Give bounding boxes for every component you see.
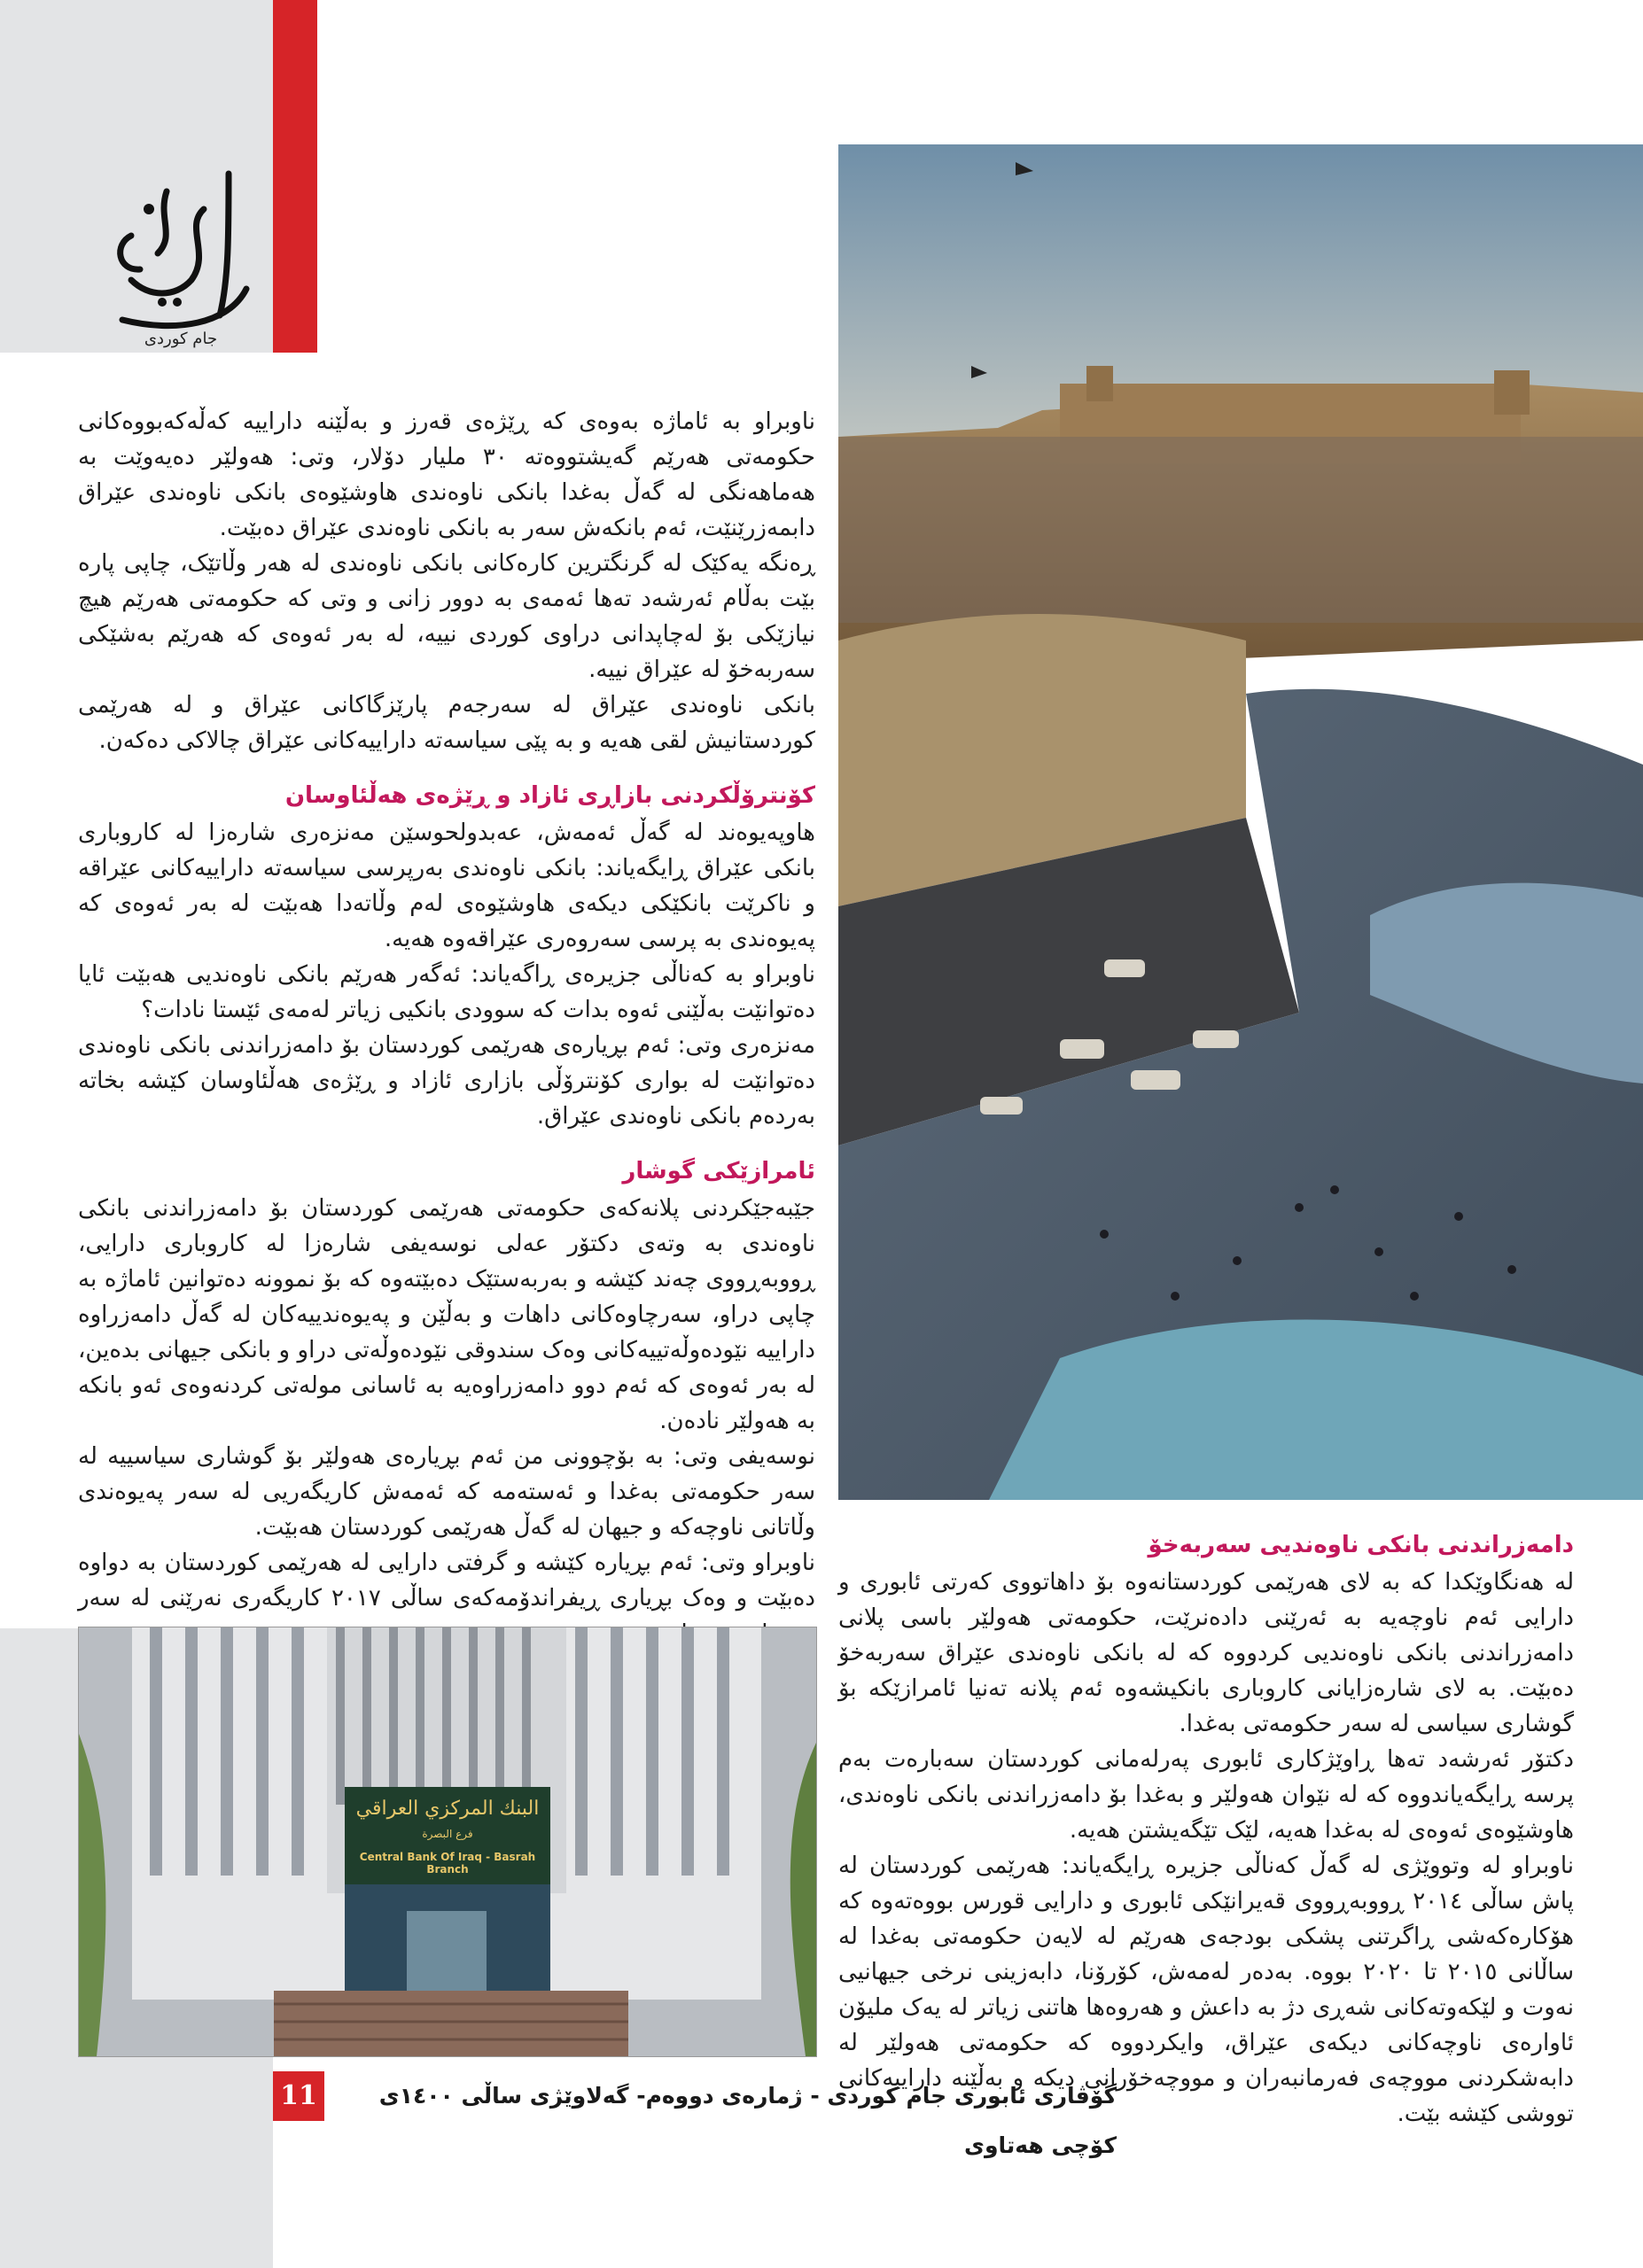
section-heading: دامەزراندنی بانکی ناوەندیی سەربەخۆ [1148,1532,1574,1558]
section-heading: کۆنترۆڵکردنی بازاڕی ئازاد و ڕێژەی هەڵئاوسان [284,782,815,809]
paragraph: جێبەجێکردنی پلانەکەی حکومەتی هەرێمی کوردستان بۆ دامەزراندنی بانکی ناوەندی بە وتەی دکتۆر عەلی نوسەیفی شارەزا لە کاروباری دارایی، ڕووبەڕووی چەند کێشە و بەربەستێک دەبێتەوە کە بۆ نموونە دەتوانین ئاماژە بە چاپی دراو، سەرچاوەکانی داهات و بەڵێن و پەیوەندییەکان لە گەڵ دامەزراوە داراییە نێودەوڵەتییەکانی وەک سندوقی نێودەوڵەتی دراو و بانکی جیهانی بدەین، لە بەر ئەوەی کە ئەم دوو دامەزراوەیە بە ئاسانی مولەتی کردنەوەی ئەو بانکە بە هەولێر نادەن. [78,1195,815,1434]
paragraph: هاوپەیوەند لە گەڵ ئەمەش، عەبدولحوسێن مەنزەری شارەزا لە کاروباری بانکی عێراق ڕایگەیاند: بانکی ناوەندی بەرپرسی سیاسەتە داراییەکانی عێراقە و ناکرێت بانکێکی دیکەی هاوشێوەی لەم وڵاتەدا هەبێت لە بەر ئەوەی کە پەیوەندی بە پرسی سەروەری عێراقەوە هەیە. [78,819,815,952]
logo-text: جام کوردی [144,330,218,348]
erbil-citadel-photo [838,144,1643,1500]
paragraph: مەنزەری وتی: ئەم بڕیارەی هەرێمی کوردستان بۆ دامەزراندنی بانکی ناوەندی دەتوانێت لە بواری کۆنترۆڵی بازاری ئازاد و ڕێژەی هەڵئاوسان کێشە بخاتە بەردەم بانکی ناوەندی عێراق. [78,1032,815,1130]
jam-kurdi-logo [96,156,264,342]
right-article-column [838,1527,1574,2132]
paragraph: بانکی ناوەندی عێراق لە سەرجەم پارێزگاکانی عێراق و لە هەرێمی کوردستانیش لقی هەیە و بە پێی سیاسەتە داراییەکانی عێراق چالاکی دەکەن. [78,692,815,754]
page-number: 11 [273,2071,324,2121]
paragraph: لە هەنگاوێکدا کە بە لای هەرێمی کوردستانەوە بۆ داهاتووی کەرتی ئابوری و دارایی ئەم ناوچەیە بە ئەرێنی دادەنرێت، حکومەتی هەولێر باسی پلانی دامەزراندنی بانکی ناوەندیی کردووە کە لە بانکی ناوەندی عێراق سەربەخۆ دەبێت. بە لای شارەزایانی کاروباری بانکیشەوە ئەم پلانە تەنیا ئامرازێکە بۆ گوشاری سیاسی لە سەر حکومەتی بەغدا. [838,1569,1574,1737]
paragraph: ناوبراو بە ئاماژە بەوەی کە ڕێژەی قەرز و بەڵێنە داراییە کەڵەکەبووەکانی حکومەتی هەرێم گەیشتووەتە ٣٠ ملیار دۆلار، وتی: هەولێر دەیەوێت بە هەماهەنگی لە گەڵ بەغدا بانکی ناوەندی هاوشێوەی بانکی ناوەندی عێراق دابمەزرێنێت، ئەم بانکەش سەر بە بانکی ناوەندی عێراق دەبێت. [78,408,815,541]
left-article-column [78,404,815,1651]
bank-sign-english: Central Bank Of Iraq - Basrah Branch [359,1851,536,1876]
central-bank-photo [78,1627,817,2057]
header-red-bar [273,0,317,353]
paragraph: ناوبراو بە کەناڵی جزیرەی ڕاگەیاند: ئەگەر هەرێم بانکی ناوەندیی هەبێت ئایا دەتوانێت بەڵێنی ئەوە بدات کە سوودی بانکیی زیاتر لەمەی ئێستا نادات؟ [78,961,815,1023]
paragraph: دکتۆر ئەرشەد تەها ڕاوێژکاری ئابوری پەرلەمانی کوردستان سەبارەت بەم پرسە ڕایگەیاندووە کە لە نێوان هەولێر و بەغدا بۆ دامەزراندنی بانکی ناوەندی، هاوشێوەی ئەوەی لە بەغدا هەیە، لێک تێگەیشتن هەیە. [838,1746,1574,1844]
paragraph: ڕەنگە یەکێک لە گرنگترین کارەکانی بانکی ناوەندی لە هەر وڵاتێک، چاپی پارە بێت بەڵام ئەرشەد تەها ئەمەی بە دوور زانی و وتی کە حکومەتی هەرێم هیچ نیازێکی بۆ لەچاپدانی دراوی کوردی نییە، لە بەر ئەوەی کە هەرێم بەشێکی سەربەخۆ لە عێراق نییە. [78,550,815,683]
paragraph: نوسەیفی وتی: بە بۆچوونی من ئەم بڕیارەی هەولێر بۆ گوشاری سیاسییە لە سەر حکومەتی بەغدا و ئەستەمە کە ئەمەش کاریگەریی لە سەر پەیوەندی وڵاتانی ناوچەکە و جیهان لە گەڵ هەرێمی کوردستان هەبێت. [78,1443,815,1541]
paragraph: ناوبراو وتی: ئەم بڕیارە کێشە و گرفتی دارایی لە هەرێمی کوردستان بە دواوە دەبێت و وەک بڕیاری ڕیفراندۆمەکەی ساڵی ٢٠١٧ کاریگەری نەرێنی لە سەر [78,1550,815,1612]
bank-sign-branch: فرع البصرة [422,1828,473,1840]
footer-caption: گۆڤاری ئابوری جام کوردی - ژمارەی دووەم- گەلاوێژی ساڵی ١٤٠٠ی کۆچی هەتاوی [378,2083,1117,2158]
section-heading: ئامرازێکی گوشار [622,1158,815,1184]
bank-sign-arabic: البنك المركزي العراقي [355,1798,540,1820]
paragraph: ناوبراو لە وتووێژی لە گەڵ کەناڵی جزیرە ڕایگەیاند: هەرێمی کوردستان لە پاش ساڵی ٢٠١٤ ڕووبەڕووی قەیرانێکی ئابوری و دارایی قورس بووەتەوە کە هۆکارەکەشی ڕاگرتنی پشکی بودجەی هەرێم لە لایەن حکومەتی بەغدا لە ساڵانی ٢٠١٥ تا ٢٠٢٠ بووە. بەدەر لەمەش، کۆرۆنا، دابەزینی نرخی جیهانیی نەوت و لێکەوتەکانی شەڕی دژ بە داعش و هەروەها هاتنی زیاتر لە یەک ملیۆن ئاوارەی ناوچەکانی دیکەی عێراق، وایکردووە کە حکومەتی هەولێر لە دابەشکردنی مووچەی فەرمانبەران و مووچەخۆرانی دیکە و بەڵێنە داراییەکانی تووشی کێشە بێت. [838,1852,1574,2127]
